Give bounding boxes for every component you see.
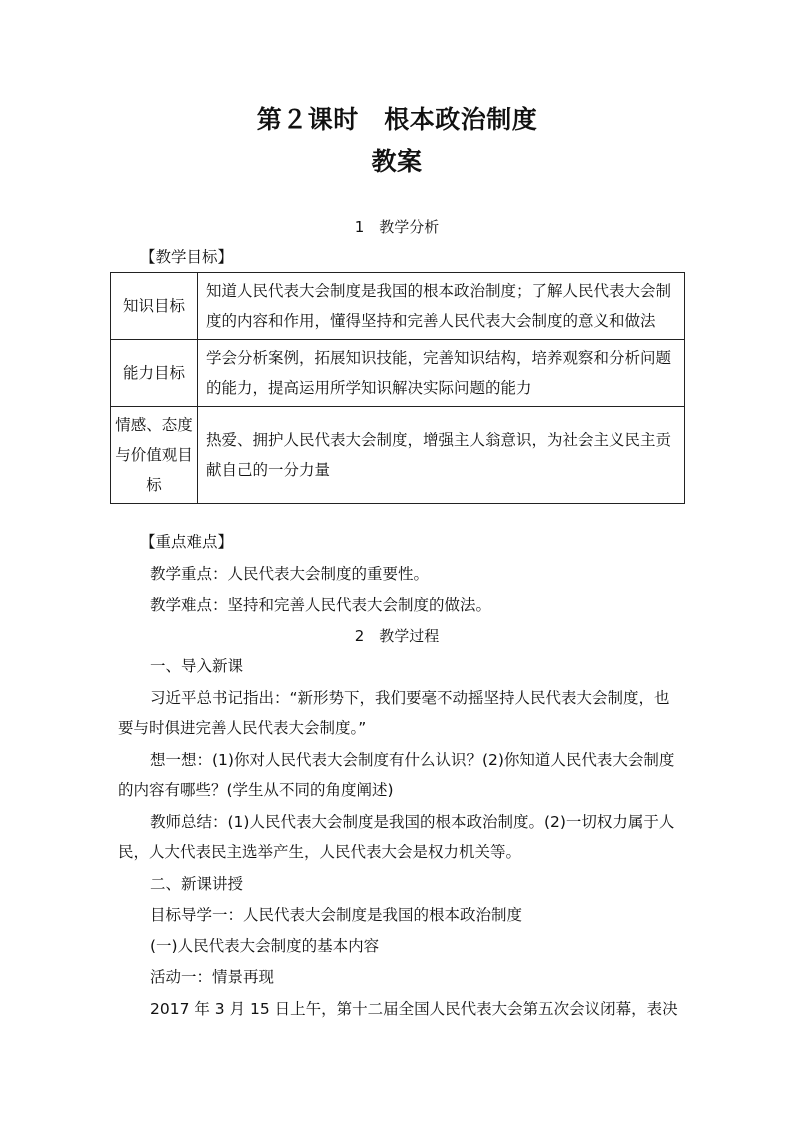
objectives-heading: 【教学目标】 [140,248,234,266]
part2-heading: 二、新课讲授 [150,875,244,893]
table-row [111,407,685,504]
objective-label: 情感、态度与价值观目标 [111,407,198,504]
body-paragraph: 2017 年 3 月 15 日上午，第十二届全国人民代表大会第五次会议闭幕，表决 [150,1000,678,1018]
table-row [111,340,685,407]
objective-label: 能力目标 [111,340,198,407]
quote-paragraph: 习近平总书记指出：“新形势下，我们要毫不动摇坚持人民代表大会制度，也要与时俱进完善人民代表大会制度。” [118,689,670,737]
key-points-heading: 【重点难点】 [140,533,234,551]
lesson-subtitle: 教案 [371,147,423,176]
key-point: 教学重点：人民代表大会制度的重要性。 [150,565,430,583]
goal-heading: 目标导学一：人民代表大会制度是我国的根本政治制度 [150,906,523,924]
objectives-table [110,272,685,504]
objective-text: 热爱、拥护人民代表大会制度，增强主人翁意识，为社会主义民主贡献自己的一分力量 [198,407,685,504]
objective-label: 知识目标 [111,273,198,340]
objective-text: 知道人民代表大会制度是我国的根本政治制度；了解人民代表大会制度的内容和作用，懂得坚持和完善人民代表大会制度的意义和做法 [198,273,685,340]
summary-paragraph: 教师总结：(1)人民代表大会制度是我国的根本政治制度。(2)一切权力属于人民，人大代表民主选举产生，人民代表大会是权力机关等。 [118,813,675,861]
objective-text: 学会分析案例，拓展知识技能，完善知识结构，培养观察和分析问题的能力，提高运用所学知识解决实际问题的能力 [198,340,685,407]
part1-heading: 一、导入新课 [150,657,244,675]
subsection-heading: (一)人民代表大会制度的基本内容 [150,937,380,955]
section-heading-analysis: 1 教学分析 [354,218,440,236]
table-row [111,273,685,340]
activity-heading: 活动一：情景再现 [150,968,275,986]
section-heading-process: 2 教学过程 [354,627,440,645]
difficult-point: 教学难点：坚持和完善人民代表大会制度的做法。 [150,596,492,614]
lesson-title: 第２课时 根本政治制度 [256,105,538,134]
think-paragraph: 想一想：(1)你对人民代表大会制度有什么认识？(2)你知道人民代表大会制度的内容有哪些？(学生从不同的角度阐述) [118,751,675,799]
